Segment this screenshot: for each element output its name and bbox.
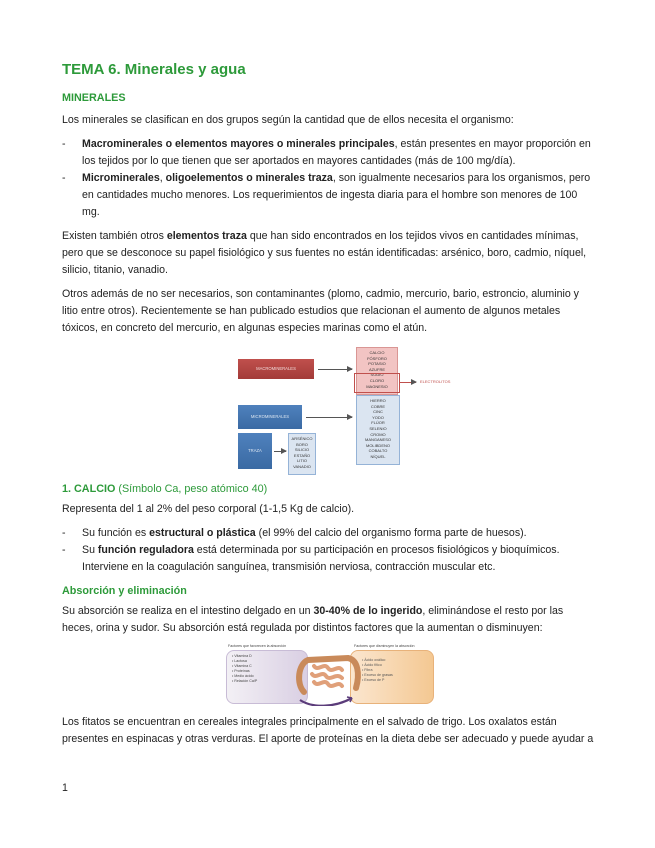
paragraph-text: , eliminándose el resto por las heces, orina y sudor. Su absorción está regulada por distintos factores que la aumentan o disminuyen: [62,605,564,634]
list-item-microminerales [62,170,594,221]
heading-bold: 1. CALCIO [62,483,116,495]
arrow-icon [318,369,352,370]
intro-paragraph: Los minerales se clasifican en dos grupos según la cantidad que de ellos necesita el organismo: [62,114,514,126]
section-heading-calcio [62,481,594,497]
mineral-classification-diagram [238,347,498,473]
box-list-text: ARSÉNICO BORO SILICIO ESTAÑO LITIO VANADIO [291,436,313,469]
calcio-intro-paragraph: Representa del 1 al 2% del peso corporal (1-1,5 Kg de calcio). [62,503,355,515]
paragraph-text: Su absorción se realiza en el intestino delgado en un [62,605,314,617]
traza-list-box [288,433,316,475]
bold-term: oligoelementos o minerales traza [165,172,333,184]
intestine-illustration [294,644,364,706]
page-number: 1 [62,782,68,794]
page-content [62,60,594,755]
box-label: MICROMINERALES [250,414,290,419]
arrow-icon [306,417,352,418]
box-label: ELECTROLITOS [420,379,451,384]
favorecen-title: Factores que favorecen la absorción [228,644,287,648]
arrow-icon [274,451,286,452]
list-item-text: Su función es [82,527,150,539]
box-list-text: CALCIO FÓSFORO POTASIO AZUFRE SODIO CLORO MAGNESIO [366,350,388,389]
box-label: MACROMINERALES [256,366,296,371]
traza-box [238,433,272,469]
contaminantes-paragraph: Otros además de no ser necesarios, son contaminantes (plomo, cadmio, mercurio, bario, estroncio, aluminio y litio entre otros). Recientemente se han publicado estudios que relacionan el aumento de algunos metales tóxicos, en concreto del mercurio, en algunas especies marinas como el atún. [62,288,579,334]
list-item-text: , [159,172,166,184]
absorcion-paragraph [62,603,594,637]
bold-term: estructural o plástica [149,527,256,539]
list-item-funcion-reguladora [62,542,594,576]
list-item-text: , son igualmente necesarios para los organismos, pero en cantidades mucho menores. Los requerimientos de ingesta diaria para el hombre son menores de 100 mg. [82,172,591,218]
section-heading-absorcion: Absorción y eliminación [62,585,187,597]
microminerales-list-box [356,395,400,465]
list-item-text: Su [82,544,98,556]
favorecen-list: • Vitamina D • Lactosa • Vitamina C • Proteínas • Medio ácido • Relación Ca/P [232,654,258,683]
paragraph-text: que han sido encontrados en los tejidos vivos en cantidades mínimas, pero que se desconoce su papel fisiológico y sus fuentes no están identificadas: arsénico, boro, cadmio, níquel, silicio, titanio, vanadio. [62,230,587,276]
mineral-groups-list [62,136,594,221]
microminerales-box [238,405,302,429]
macrominerales-box [238,359,314,379]
disminuyen-list: • Ácido oxálico • Ácido fítico • Fibra • Exceso de grasas • Exceso de P [362,658,393,682]
arrow-icon [400,382,416,383]
disminuyen-title: Factores que disminuyen la absorción [354,644,415,648]
electrolitos-highlight [354,373,400,393]
traza-paragraph [62,228,594,279]
calcio-functions-list [62,525,594,576]
box-list-text: HIERRO COBRE CINC YODO FLÚOR SELENIO CROMO MANGANESO MOLIBDENO COBALTO NÍQUEL [364,398,391,459]
bold-term: elementos traza [166,230,247,242]
paragraph-text: Existen también otros [62,230,167,242]
list-item-funcion-estructural [62,525,594,542]
box-label: TRAZA [248,448,262,453]
fitatos-paragraph: Los fitatos se encuentran en cereales integrales principalmente en el salvado de trigo. Los oxalatos están presentes en espinacas y otras verduras. El aporte de proteínas en la dieta debe ser adecuado y puede ayudar a [62,716,594,745]
heading-subtitle: (Símbolo Ca, peso atómico 40) [115,483,268,495]
list-item-text: , están presentes en mayor proporción en los tejidos por lo que tienen que ser aportados en mayores cantidades (más de 100 mg/día). [82,138,591,167]
page-title: TEMA 6. Minerales y agua [62,61,246,78]
list-item-text: está determinada por su participación en procesos fisiológicos y bioquímicos. Interviene en la coagulación sanguínea, transmisión nerviosa, contracción muscular etc. [82,544,560,573]
list-item-macrominerales [62,136,594,170]
electrolitos-label [420,379,451,387]
absorption-factors-diagram [226,644,438,706]
bold-term: Microminerales [82,172,160,184]
list-item-text: (el 99% del calcio del organismo forma parte de huesos). [255,527,527,539]
bold-term: Macrominerales o elementos mayores o minerales principales [82,138,395,150]
bold-term: función reguladora [97,544,194,556]
bold-term: 30-40% de lo ingerido [313,605,423,617]
section-heading-minerales: MINERALES [62,92,126,104]
